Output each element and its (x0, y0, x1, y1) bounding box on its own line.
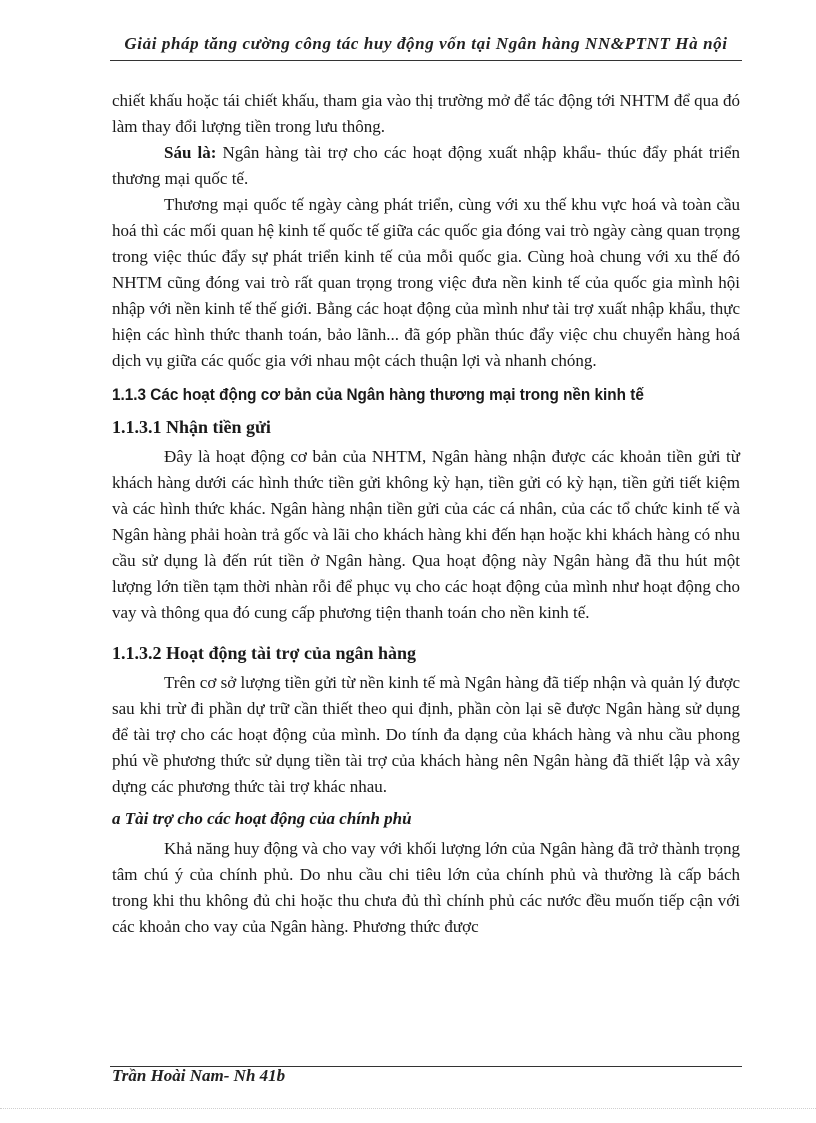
subsection-heading-1-1-3-1: 1.1.3.1 Nhận tiền gửi (112, 417, 271, 437)
paragraph-6: Khả năng huy động và cho vay với khối lượng lớn của Ngân hàng đã trở thành trọng tâm chú ý của chính phủ. Do nhu cầu chi tiêu lớn của chính phủ và thường là cấp bách trong khi thu không đủ chi hoặc thu chưa đủ thì chính phủ các nước đều muốn tiếp cận với các khoản cho vay của Ngân hàng. Phương thức được (112, 839, 740, 936)
paragraph-2-label: Sáu là: (164, 143, 217, 162)
paragraph-3: Thương mại quốc tế ngày càng phát triển, cùng với xu thế khu vực hoá và toàn cầu hoá thì các mối quan hệ kinh tế quốc tế giữa các quốc gia đóng vai trò ngày càng quan trọng trong việc thúc đẩy sự phát triển kinh tế của mỗi quốc gia. Cùng hoà chung với xu thế đó NHTM cũng đóng vai trò rất quan trọng trong việc đưa nền kinh tế của quốc gia mình hội nhập với nền kinh tế thế giới. Bằng các hoạt động của mình như tài trợ xuất nhập khẩu, thực hiện các hình thức thanh toán, bảo lãnh... đã góp phần thúc đẩy việc chu chuyển hàng hoá dịch vụ giữa các quốc gia với nhau một cách thuận lợi và nhanh chóng. (112, 195, 740, 370)
header-rule (110, 60, 742, 61)
page-header-title: Giải pháp tăng cường công tác huy động vốn tại Ngân hàng NN&PTNT Hà nội (124, 34, 728, 53)
paragraph-4: Đây là hoạt động cơ bản của NHTM, Ngân hàng nhận được các khoản tiền gửi từ khách hàng dưới các hình thức tiền gửi không kỳ hạn, tiền gửi có kỳ hạn, tiền gửi tiết kiệm và các hình thức khác. Ngân hàng nhận tiền gửi của các cá nhân, của các tổ chức kinh tế và Ngân hàng phải hoàn trả gốc và lãi cho khách hàng khi đến hạn hoặc khi khách hàng có nhu cầu sử dụng là đến rút tiền ở Ngân hàng. Qua hoạt động này Ngân hàng đã thu hút một lượng lớn tiền tạm thời nhàn rỗi để phục vụ cho các hoạt động của mình như hoạt động cho vay và thông qua đó cung cấp phương tiện thanh toán cho nền kinh tế. (112, 447, 740, 622)
document-body (112, 88, 740, 940)
page-bottom-border (0, 1108, 816, 1109)
subsection-heading-1-1-3-2: 1.1.3.2 Hoạt động tài trợ của ngân hàng (112, 643, 417, 663)
paragraph-1: chiết khấu hoặc tái chiết khấu, tham gia vào thị trường mở để tác động tới NHTM để qua đó làm thay đổi lượng tiền trong lưu thông. (112, 91, 740, 136)
item-heading-a: a Tài trợ cho các hoạt động của chính phủ (112, 809, 412, 828)
paragraph-2-text: Ngân hàng tài trợ cho các hoạt động xuất nhập khẩu- thúc đẩy phát triển thương mại quốc tế. (112, 143, 740, 188)
paragraph-2 (112, 140, 740, 192)
section-heading-1-1-3: 1.1.3 Các hoạt động cơ bản của Ngân hàng thương mại trong nền kinh tế (112, 385, 644, 404)
footer-author: Trần Hoài Nam- Nh 41b (112, 1066, 286, 1085)
paragraph-5: Trên cơ sở lượng tiền gửi từ nền kinh tế mà Ngân hàng đã tiếp nhận và quản lý được sau khi trừ đi phần dự trữ cần thiết theo qui định, phần còn lại sẽ được Ngân hàng sử dụng để tài trợ cho các hoạt động của mình. Do tính đa dạng của khách hàng và nhu cầu phong phú về phương thức sử dụng tiền tài trợ của khách hàng nên Ngân hàng đã thiết lập và xây dựng các phương thức tài trợ khác nhau. (112, 673, 740, 796)
